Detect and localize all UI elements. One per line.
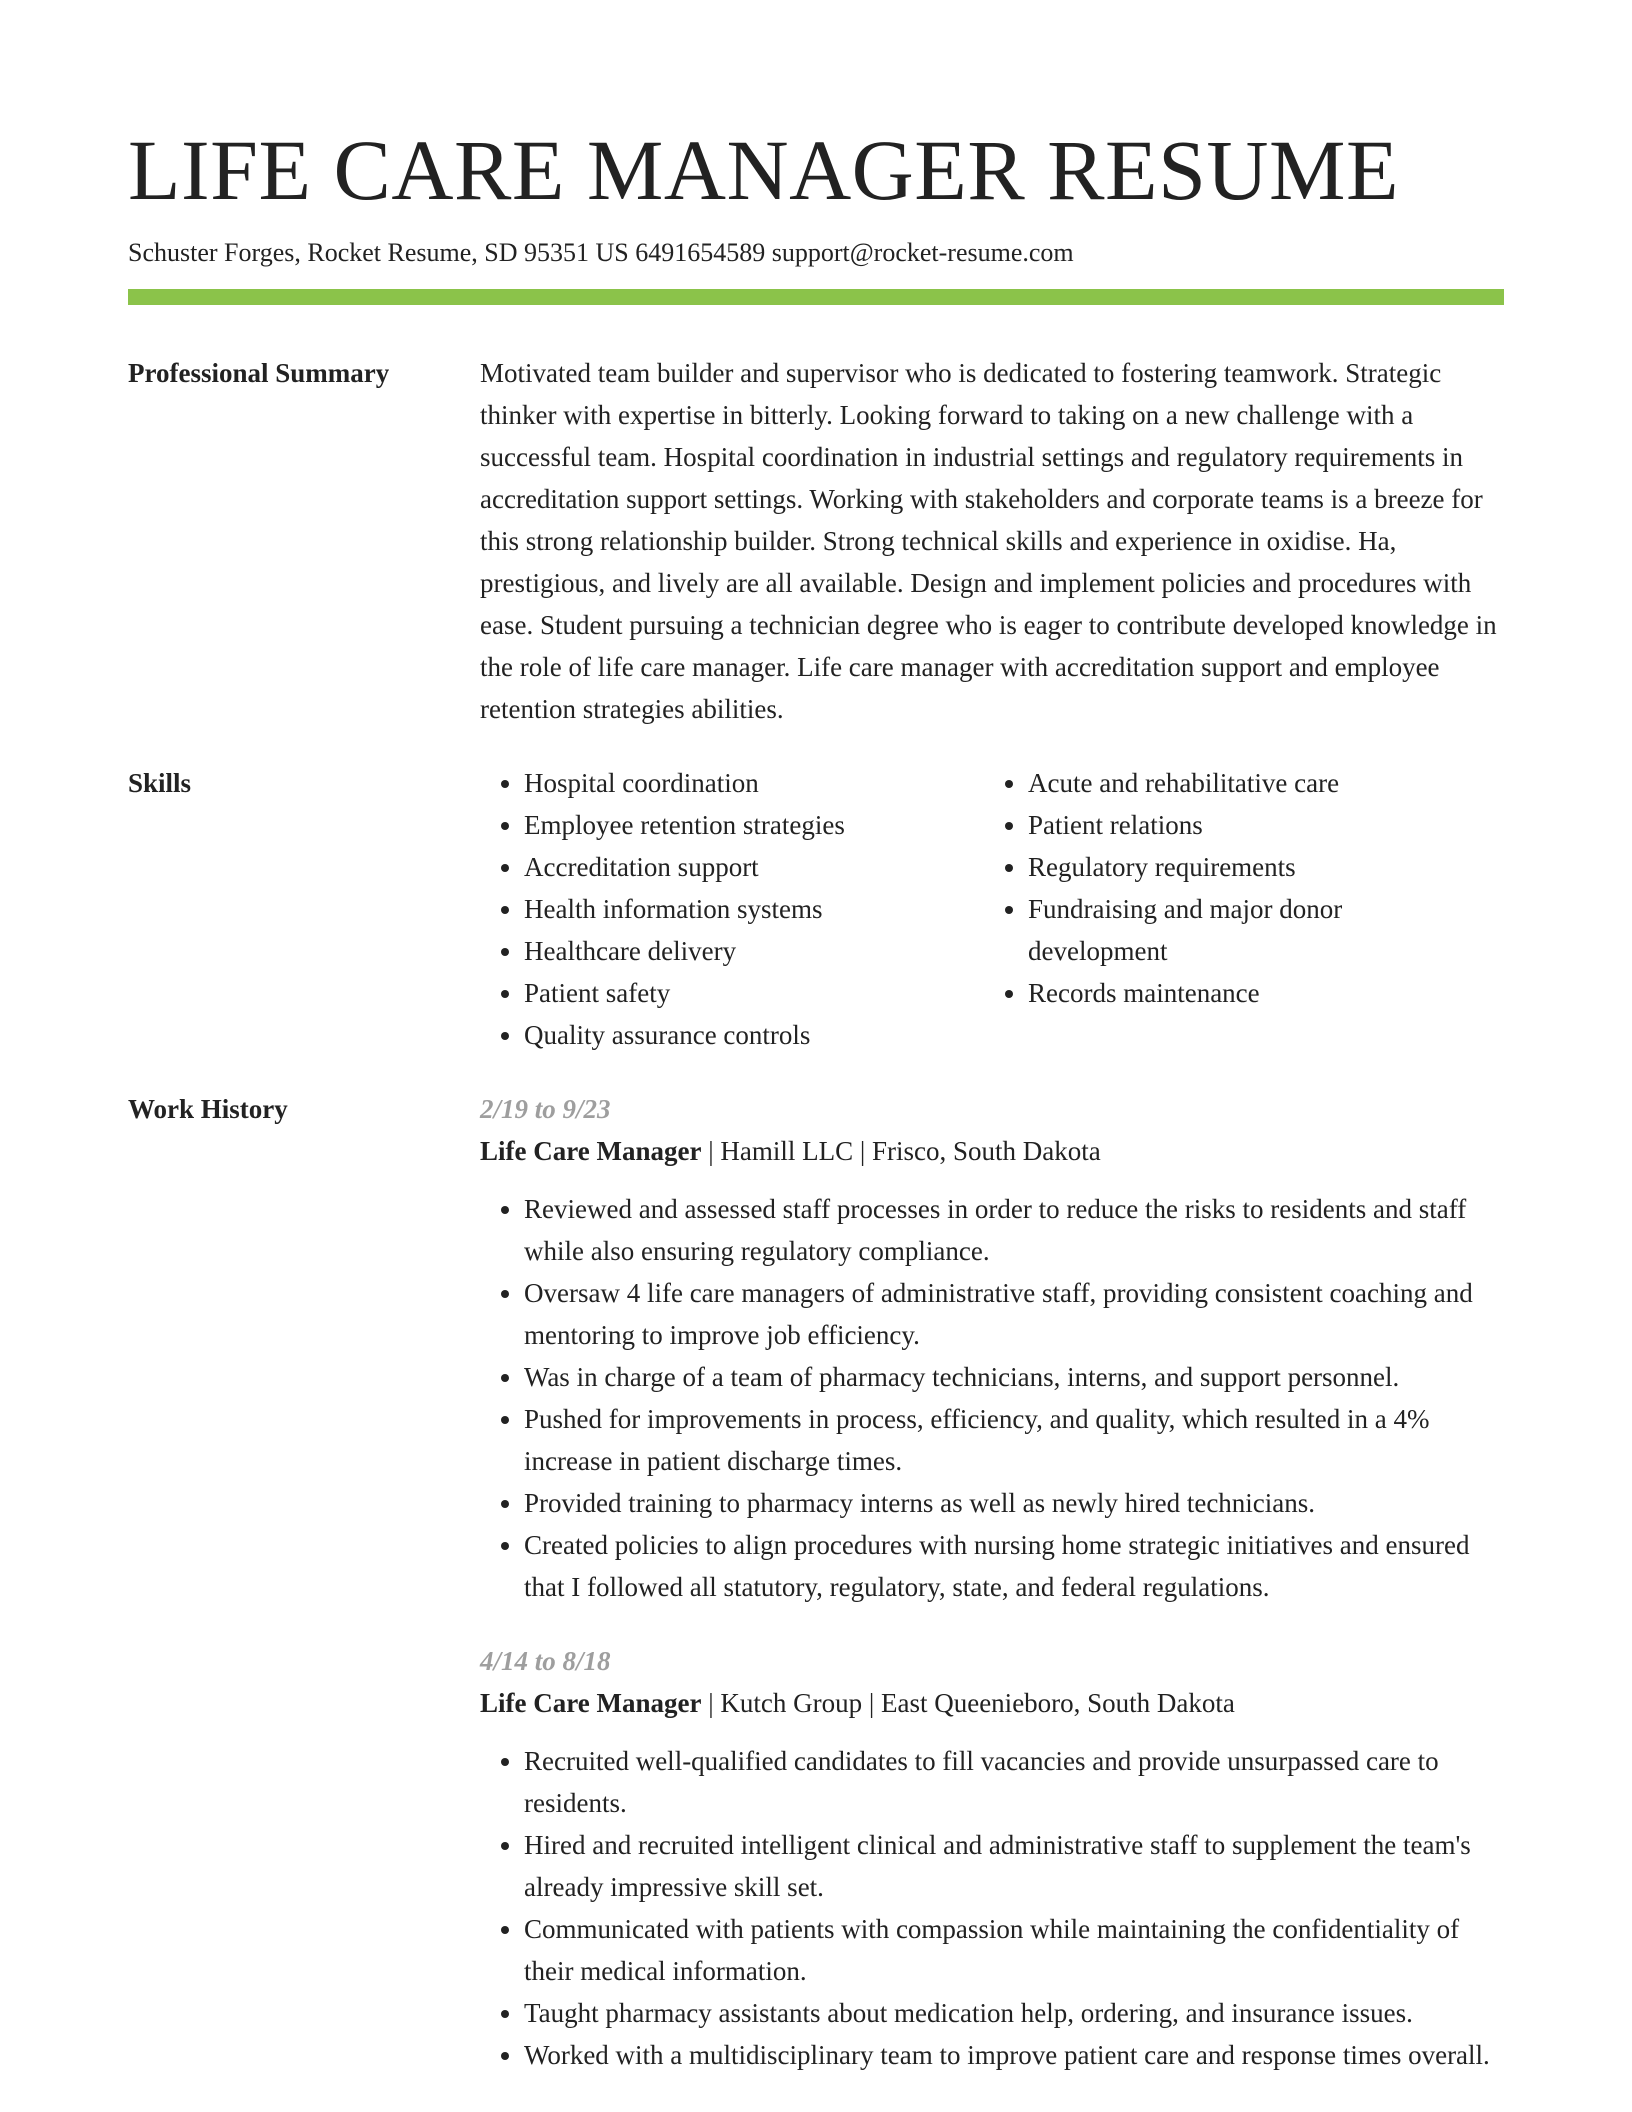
- skills-column-1: [480, 762, 984, 1056]
- job-bullets: [480, 1188, 1504, 1608]
- job-location: Frisco, South Dakota: [871, 1136, 1101, 1166]
- skill-item: • Health information systems: [524, 888, 984, 930]
- job-company: Kutch Group: [720, 1688, 863, 1718]
- work-history-list: [480, 1088, 1504, 2076]
- skill-item: • Records maintenance: [1028, 972, 1484, 1014]
- work-history-heading: Work History: [128, 1094, 288, 1124]
- skills-column-2: [984, 762, 1484, 1056]
- resume-title: LIFE CARE MANAGER RESUME: [128, 122, 1400, 218]
- job-entry: [480, 1640, 1504, 2076]
- skill-item: • Acute and rehabilitative care: [1028, 762, 1484, 804]
- skills-section: [128, 762, 1504, 1056]
- job-separator: |: [701, 1136, 721, 1166]
- job-bullet: • Taught pharmacy assistants about medication help, ordering, and insurance issues.: [524, 1992, 1504, 2034]
- job-dates: 4/14 to 8/18: [480, 1646, 611, 1676]
- job-bullet: • Worked with a multidisciplinary team to improve patient care and response times overall.: [524, 2034, 1504, 2076]
- job-bullet: • Hired and recruited intelligent clinical and administrative staff to supplement the team's already impressive skill set.: [524, 1824, 1504, 1908]
- skill-item: • Quality assurance controls: [524, 1014, 984, 1056]
- skill-item: • Patient relations: [1028, 804, 1484, 846]
- job-separator: |: [862, 1688, 881, 1718]
- skill-item: • Employee retention strategies: [524, 804, 984, 846]
- work-history-section: [128, 1088, 1504, 2076]
- skills-list: [480, 762, 1504, 1056]
- job-separator: |: [701, 1688, 721, 1718]
- job-bullet: • Recruited well-qualified candidates to fill vacancies and provide unsurpassed care to residents.: [524, 1740, 1504, 1824]
- contact-info: Schuster Forges, Rocket Resume, SD 95351 US 6491654589 support@rocket-resume.com: [128, 238, 1074, 267]
- job-bullet: • Communicated with patients with compassion while maintaining the confidentiality of their medical information.: [524, 1908, 1504, 1992]
- summary-text: Motivated team builder and supervisor who is dedicated to fostering teamwork. Strategic thinker with expertise in bitterly. Looking forward to taking on a new challenge with a successful team. Hospital coordination in industrial settings and regulatory requirements in accreditation support settings. Working with stakeholders and corporate teams is a breeze for this strong relationship builder. Strong technical skills and experience in oxidise. Ha, prestigious, and lively are all available. Design and implement policies and procedures with ease. Student pursuing a technician degree who is eager to contribute developed knowledge in the role of life care manager. Life care manager with accreditation support and employee retention strategies abilities.: [480, 358, 1497, 724]
- skill-item: • Fundraising and major donor development: [1028, 888, 1484, 972]
- job-title: Life Care Manager: [480, 1688, 702, 1718]
- job-heading: [480, 1682, 1504, 1724]
- skill-item: • Healthcare delivery: [524, 930, 984, 972]
- job-bullet: • Reviewed and assessed staff processes in order to reduce the risks to residents and staff while also ensuring regulatory compliance.: [524, 1188, 1504, 1272]
- job-bullet: • Was in charge of a team of pharmacy technicians, interns, and support personnel.: [524, 1356, 1504, 1398]
- resume-page: [128, 0, 1504, 2076]
- skill-item: • Accreditation support: [524, 846, 984, 888]
- job-entry: [480, 1088, 1504, 1608]
- job-location: East Queenieboro, South Dakota: [880, 1688, 1235, 1718]
- header-divider: [128, 289, 1504, 305]
- skill-item: • Regulatory requirements: [1028, 846, 1484, 888]
- job-company: Hamill LLC: [720, 1136, 854, 1166]
- summary-heading: Professional Summary: [128, 358, 390, 388]
- summary-section: [128, 352, 1504, 730]
- skill-item: • Hospital coordination: [524, 762, 984, 804]
- job-bullet: • Oversaw 4 life care managers of administrative staff, providing consistent coaching and mentoring to improve job efficiency.: [524, 1272, 1504, 1356]
- job-bullet: • Provided training to pharmacy interns as well as newly hired technicians.: [524, 1482, 1504, 1524]
- job-bullet: • Created policies to align procedures with nursing home strategic initiatives and ensured that I followed all statutory, regulatory, state, and federal regulations.: [524, 1524, 1504, 1608]
- job-bullets: [480, 1740, 1504, 2076]
- skill-item: • Patient safety: [524, 972, 984, 1014]
- job-heading: [480, 1130, 1504, 1172]
- job-bullet: • Pushed for improvements in process, efficiency, and quality, which resulted in a 4% increase in patient discharge times.: [524, 1398, 1504, 1482]
- job-title: Life Care Manager: [480, 1136, 702, 1166]
- skills-heading: Skills: [128, 768, 192, 798]
- job-dates: 2/19 to 9/23: [480, 1094, 611, 1124]
- job-separator: |: [853, 1136, 872, 1166]
